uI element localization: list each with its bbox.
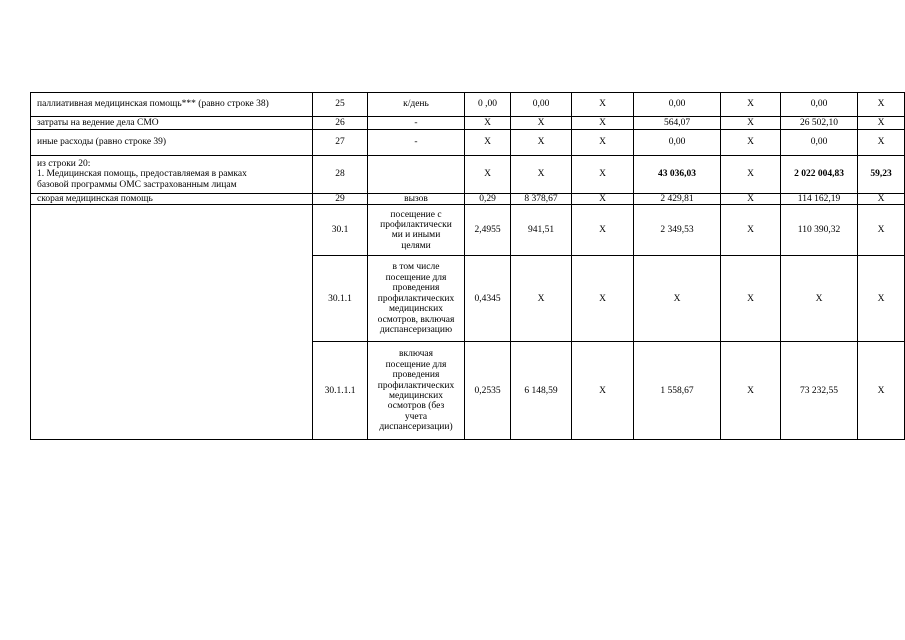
row-name: скорая медицинская помощь xyxy=(31,194,313,205)
cell-value: Х xyxy=(634,256,721,342)
cell-value: 0,00 xyxy=(781,130,858,156)
cell-value: Х xyxy=(511,256,572,342)
row-number: 25 xyxy=(313,93,368,117)
cell-value: 43 036,03 xyxy=(634,156,721,194)
table-row xyxy=(31,194,905,205)
table-row xyxy=(31,130,905,156)
row-unit-line: в том числе xyxy=(392,262,440,273)
cell-value: 564,07 xyxy=(634,117,721,130)
cell-value: Х xyxy=(858,93,905,117)
table-row xyxy=(31,205,905,256)
cell-value: Х xyxy=(721,194,781,205)
cell-value: Х xyxy=(721,256,781,342)
cell-value: Х xyxy=(721,205,781,256)
cell-value: 0,00 xyxy=(634,93,721,117)
cell-value: Х xyxy=(858,130,905,156)
row-unit-line: медицинских xyxy=(389,390,443,401)
row-name-line: базовой программы ОМС застрахованным лицам xyxy=(37,179,237,190)
row-unit-line: профилактических xyxy=(377,380,455,391)
cell-value: Х xyxy=(465,156,511,194)
row-name: иные расходы (равно строке 39) xyxy=(31,130,313,156)
cell-value: Х xyxy=(572,156,634,194)
row-unit-line: диспансеризации) xyxy=(379,422,453,433)
row-unit-line: профилактических xyxy=(377,293,455,304)
cell-value: Х xyxy=(858,194,905,205)
row-unit xyxy=(368,156,465,194)
cell-value: Х xyxy=(572,93,634,117)
cell-value: 941,51 xyxy=(511,205,572,256)
cell-value: Х xyxy=(572,130,634,156)
row-name xyxy=(31,156,313,194)
row-unit-line: целями xyxy=(401,240,431,251)
cell-value: 0,29 xyxy=(465,194,511,205)
row-unit-line: осмотров (без xyxy=(387,401,445,412)
row-unit-line: посещение для xyxy=(385,359,447,370)
cell-value: Х xyxy=(572,117,634,130)
row-unit: - xyxy=(368,130,465,156)
cell-value: Х xyxy=(721,130,781,156)
cell-value: Х xyxy=(858,205,905,256)
cell-value: Х xyxy=(511,156,572,194)
cell-value: 0,2535 xyxy=(465,342,511,440)
cell-value: 2 429,81 xyxy=(634,194,721,205)
cell-value: Х xyxy=(511,117,572,130)
row-name-empty xyxy=(31,205,313,440)
cell-value: Х xyxy=(572,342,634,440)
row-name-line: из строки 20: xyxy=(37,158,91,169)
row-number: 28 xyxy=(313,156,368,194)
row-unit: вызов xyxy=(368,194,465,205)
cell-value: 114 162,19 xyxy=(781,194,858,205)
expenditure-table xyxy=(30,92,905,440)
cell-value: Х xyxy=(781,256,858,342)
cell-value: Х xyxy=(572,205,634,256)
row-unit-line: диспансеризацию xyxy=(379,324,453,335)
cell-value: Х xyxy=(465,130,511,156)
row-unit xyxy=(368,205,465,256)
row-unit: к/день xyxy=(368,93,465,117)
row-unit-line: профилактически xyxy=(380,220,452,230)
cell-value: 0,00 xyxy=(634,130,721,156)
cell-value: 73 232,55 xyxy=(781,342,858,440)
cell-value: Х xyxy=(721,156,781,194)
row-unit xyxy=(368,342,465,440)
row-name: паллиативная медицинская помощь*** (равно строке 38) xyxy=(31,93,313,117)
cell-value: Х xyxy=(572,194,634,205)
row-unit xyxy=(368,256,465,342)
row-unit-line: ми и иными xyxy=(391,230,441,241)
row-unit-line: посещение для xyxy=(385,272,447,283)
row-unit-line: медицинских xyxy=(389,304,443,315)
cell-value: Х xyxy=(721,342,781,440)
cell-value: Х xyxy=(858,256,905,342)
row-unit-line: проведения xyxy=(392,370,440,381)
cell-value: Х xyxy=(721,117,781,130)
cell-value: 2 349,53 xyxy=(634,205,721,256)
cell-value: 0,00 xyxy=(511,93,572,117)
cell-value: Х xyxy=(511,130,572,156)
row-number: 30.1.1 xyxy=(313,256,368,342)
cell-value: 2,4955 xyxy=(465,205,511,256)
row-number: 26 xyxy=(313,117,368,130)
cell-value: Х xyxy=(572,256,634,342)
table-row xyxy=(31,156,905,194)
row-unit-line: осмотров, включая xyxy=(377,314,455,325)
row-number: 29 xyxy=(313,194,368,205)
cell-value: 6 148,59 xyxy=(511,342,572,440)
table-row xyxy=(31,93,905,117)
row-number: 30.1 xyxy=(313,205,368,256)
row-unit-line: учета xyxy=(404,411,428,422)
row-number: 30.1.1.1 xyxy=(313,342,368,440)
cell-value: Х xyxy=(858,342,905,440)
row-number: 27 xyxy=(313,130,368,156)
cell-value: Х xyxy=(721,93,781,117)
row-unit: - xyxy=(368,117,465,130)
cell-value: 8 378,67 xyxy=(511,194,572,205)
cell-value: 0 ,00 xyxy=(465,93,511,117)
cell-value: 59,23 xyxy=(858,156,905,194)
cell-value: 0,00 xyxy=(781,93,858,117)
row-name-line: 1. Медицинская помощь, предоставляемая в рамках xyxy=(37,169,247,180)
cell-value: Х xyxy=(465,117,511,130)
cell-value: 2 022 004,83 xyxy=(781,156,858,194)
cell-value: 1 558,67 xyxy=(634,342,721,440)
row-name: затраты на ведение дела СМО xyxy=(31,117,313,130)
cell-value: 0,4345 xyxy=(465,256,511,342)
row-unit-line: включая xyxy=(399,349,433,360)
table-row xyxy=(31,117,905,130)
cell-value: 110 390,32 xyxy=(781,205,858,256)
row-unit-line: проведения xyxy=(392,283,440,294)
cell-value: 26 502,10 xyxy=(781,117,858,130)
cell-value: Х xyxy=(858,117,905,130)
row-unit-line: посещение с xyxy=(390,209,442,220)
